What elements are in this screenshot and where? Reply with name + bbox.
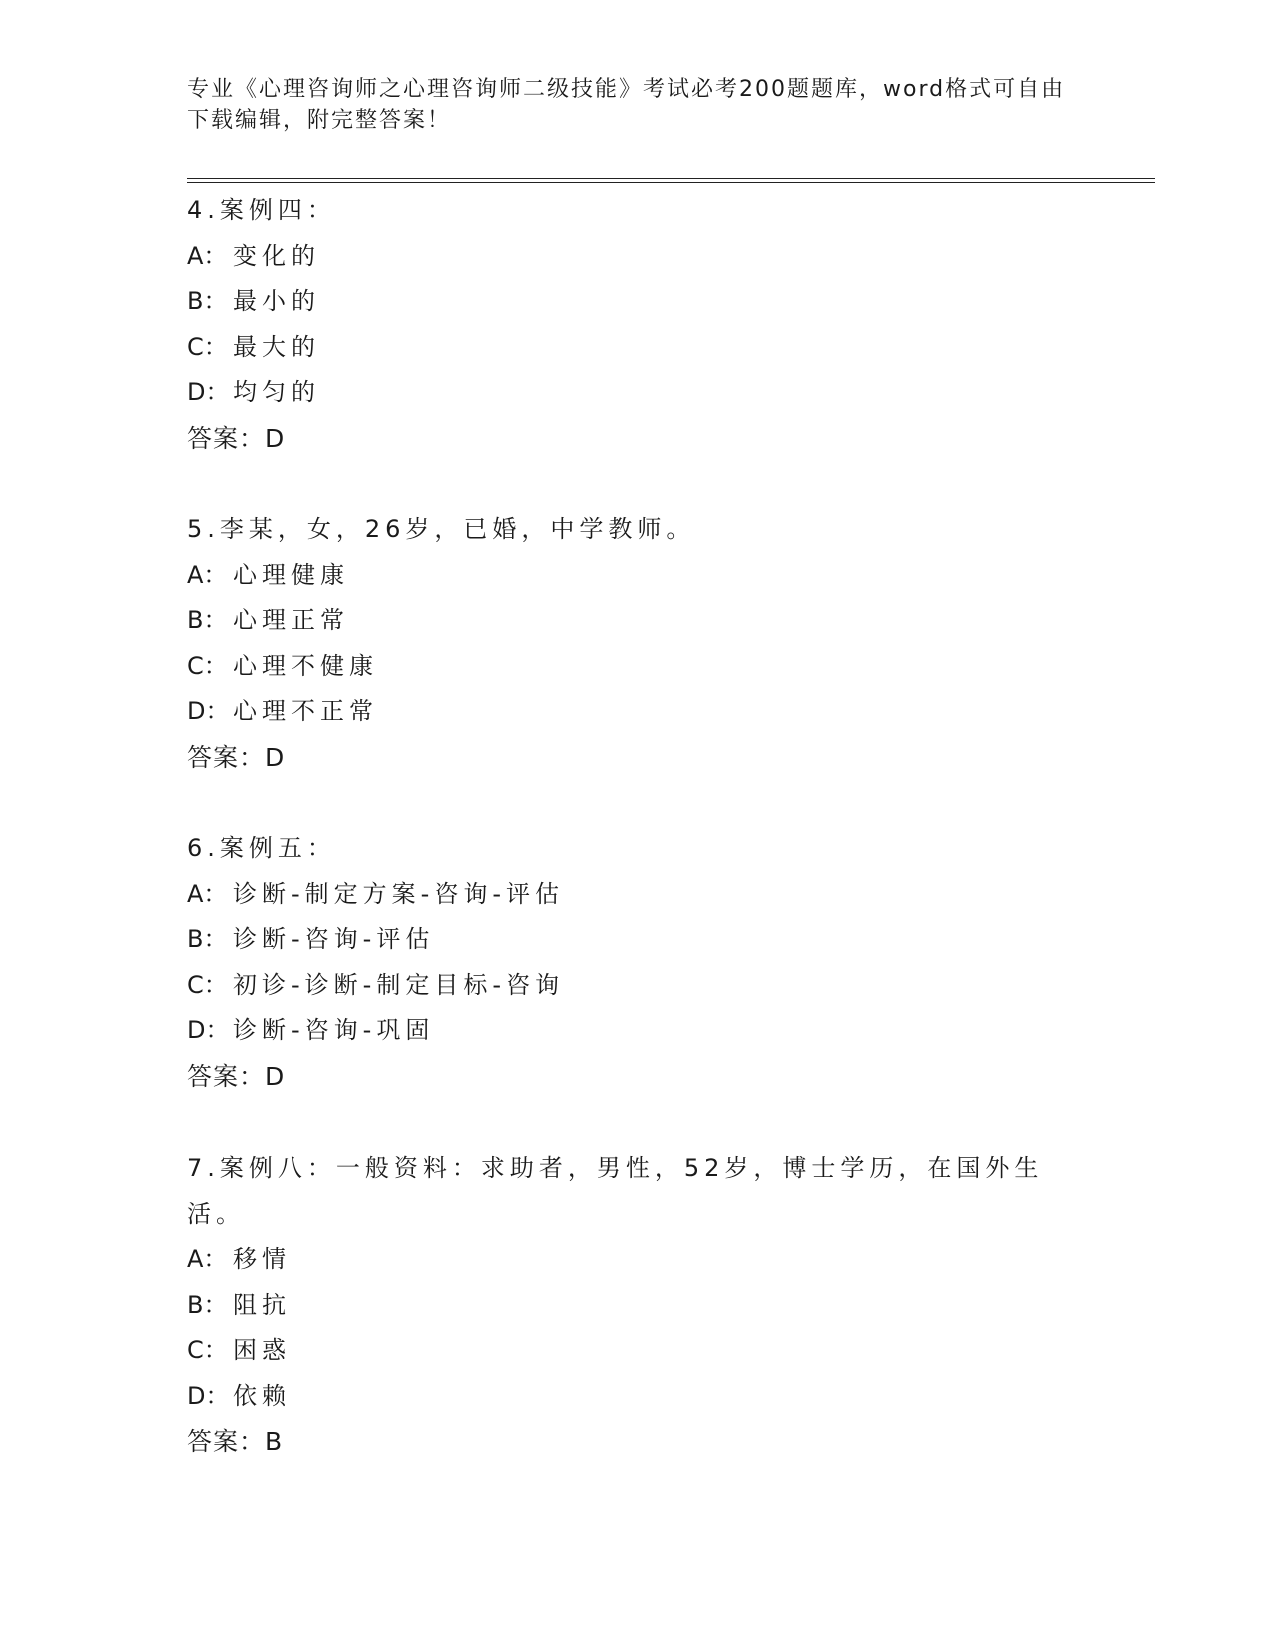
question-block: [187, 1146, 1087, 1465]
option-text: 最大的: [233, 332, 320, 361]
option-key: D：: [187, 378, 230, 406]
option-key: B：: [187, 287, 228, 315]
option-d: [187, 1374, 1087, 1420]
option-b: [187, 279, 1087, 325]
option-key: D：: [187, 1016, 230, 1044]
option-text: 均匀的: [233, 378, 320, 406]
question-block: [187, 507, 1087, 780]
option-d: [187, 1008, 1087, 1054]
option-key: B：: [187, 1290, 228, 1319]
header-divider-bottom: [187, 182, 1155, 183]
option-text: 困惑: [233, 1336, 291, 1364]
option-key: C：: [187, 651, 228, 680]
option-text: 心理不正常: [233, 697, 378, 725]
option-d: [187, 370, 1087, 416]
option-text: 心理正常: [233, 606, 349, 634]
option-text: 移情: [233, 1245, 291, 1273]
option-a: [187, 1237, 1087, 1283]
option-a: [187, 872, 1087, 918]
option-b: [187, 1283, 1087, 1329]
option-text: 心理健康: [233, 560, 349, 589]
option-b: [187, 917, 1087, 963]
option-d: [187, 689, 1087, 735]
option-key: C：: [187, 970, 228, 999]
option-key: A：: [187, 879, 228, 908]
option-c: [187, 325, 1087, 371]
option-text: 阻抗: [233, 1290, 291, 1319]
answer-line: 答案：B: [187, 1427, 284, 1456]
header-divider-top: [187, 178, 1155, 179]
option-text: 诊断-制定方案-咨询-评估: [233, 879, 564, 908]
option-a: [187, 234, 1087, 280]
option-key: D：: [187, 697, 230, 725]
option-a: [187, 553, 1087, 599]
option-key: C：: [187, 332, 228, 361]
option-key: A：: [187, 560, 228, 589]
option-c: [187, 644, 1087, 690]
option-text: 变化的: [233, 241, 320, 270]
option-key: D：: [187, 1381, 230, 1410]
option-c: [187, 963, 1087, 1009]
option-key: B：: [187, 925, 228, 953]
option-b: [187, 598, 1087, 644]
question-stem: 7.案例八：一般资料：求助者，男性，52岁，博士学历，在国外生活。: [187, 1154, 1044, 1228]
question-stem: 6.案例五：: [187, 834, 336, 862]
answer-line: 答案：D: [187, 742, 286, 772]
question-stem: 5.李某，女，26岁，已婚，中学教师。: [187, 515, 696, 543]
option-c: [187, 1328, 1087, 1374]
question-block: [187, 188, 1087, 461]
option-key: B：: [187, 606, 228, 634]
answer-line: 答案：D: [187, 423, 286, 453]
question-stem: 4.案例四：: [187, 196, 336, 224]
option-text: 诊断-咨询-巩固: [233, 1016, 435, 1044]
option-text: 诊断-咨询-评估: [233, 925, 435, 953]
option-text: 依赖: [233, 1381, 291, 1410]
option-text: 最小的: [233, 287, 320, 315]
answer-line: 答案：D: [187, 1061, 286, 1091]
option-text: 初诊-诊断-制定目标-咨询: [233, 970, 564, 999]
option-key: A：: [187, 241, 228, 270]
option-key: A：: [187, 1245, 228, 1273]
option-text: 心理不健康: [233, 651, 378, 680]
document-title: 专业《心理咨询师之心理咨询师二级技能》考试必考200题题库，word格式可自由下载编辑，附完整答案！: [187, 77, 1066, 133]
option-key: C：: [187, 1336, 228, 1364]
question-block: [187, 826, 1087, 1099]
